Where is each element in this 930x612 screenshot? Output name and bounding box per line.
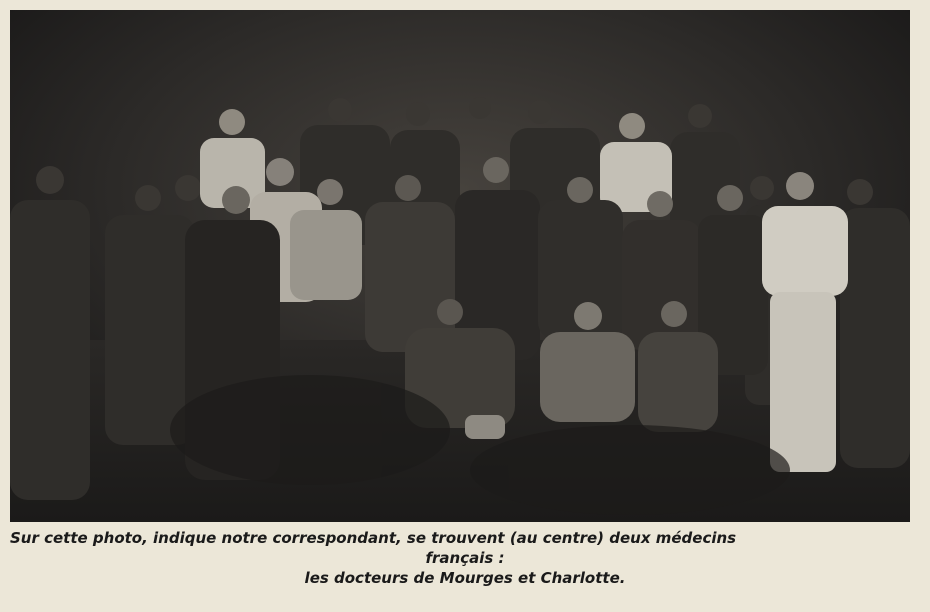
figure-head xyxy=(688,104,712,128)
figure-head xyxy=(469,97,491,119)
figure-head xyxy=(528,100,552,124)
figure-head xyxy=(135,185,161,211)
caption-line-2: français : xyxy=(425,549,505,567)
figure-head xyxy=(36,166,64,194)
figure-head xyxy=(406,102,430,126)
caption-line-3: les docteurs de Mourges et Charlotte. xyxy=(304,569,626,587)
figure-head xyxy=(847,179,873,205)
standing-figure-white xyxy=(762,172,848,472)
figure-head xyxy=(175,175,201,201)
photo-caption xyxy=(0,528,930,588)
figure-head xyxy=(328,98,352,122)
group-photograph xyxy=(10,10,910,522)
group-photo-illustration xyxy=(10,10,910,522)
caption-line-1: Sur cette photo, indique notre correspondant, se trouvent (au centre) deux médecins xyxy=(10,529,737,547)
figure-head xyxy=(750,176,774,200)
